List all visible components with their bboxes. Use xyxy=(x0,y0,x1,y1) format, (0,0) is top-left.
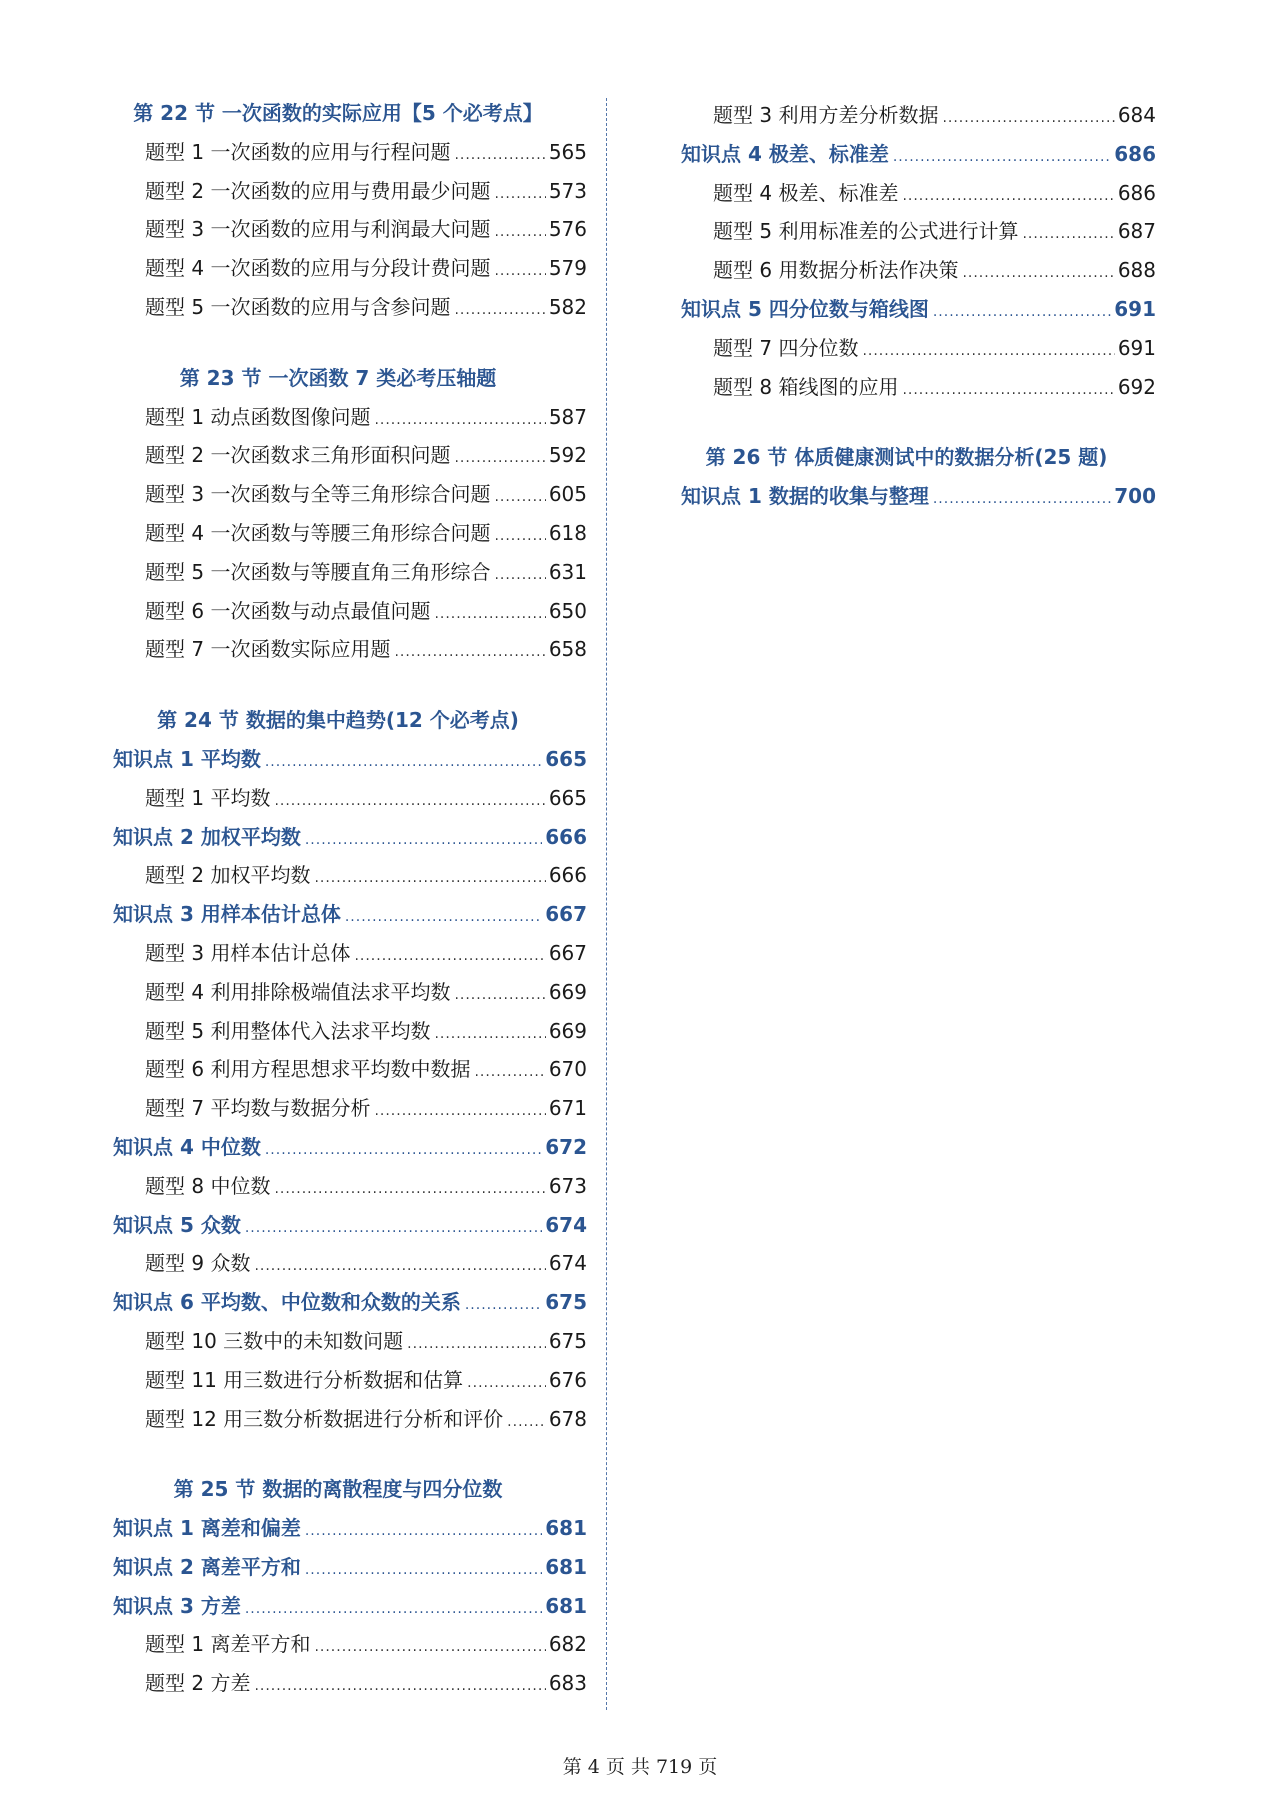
page-number: 692 xyxy=(1117,374,1156,399)
page-number: 674 xyxy=(548,1251,587,1276)
entry-label: 题型 7 平均数与数据分析 xyxy=(145,1096,371,1121)
dot-leader xyxy=(942,99,1114,138)
dot-leader xyxy=(454,136,545,175)
toc-item[interactable] xyxy=(681,212,1156,251)
page-number: 687 xyxy=(1117,219,1156,244)
entry-label: 题型 8 箱线图的应用 xyxy=(713,374,899,399)
page-number: 666 xyxy=(545,824,587,849)
dot-leader xyxy=(394,633,545,672)
dot-leader xyxy=(254,1247,545,1286)
page-number: 582 xyxy=(548,294,587,319)
page-number: 618 xyxy=(548,520,587,545)
section-title xyxy=(113,701,587,740)
entry-label: 第 22 节 一次函数的实际应用【5 个必考点】 xyxy=(133,101,543,125)
section-title xyxy=(113,359,587,398)
entry-label: 题型 3 利用方差分析数据 xyxy=(713,103,939,127)
entry-label: 题型 10 三数中的未知数问题 xyxy=(145,1328,404,1353)
toc-knowledge-point[interactable] xyxy=(113,895,587,934)
toc-item[interactable] xyxy=(113,1089,587,1128)
dot-leader xyxy=(274,1170,545,1209)
entry-label: 知识点 1 离差和偏差 xyxy=(113,1516,301,1541)
dot-leader xyxy=(374,1092,545,1131)
page-number: 684 xyxy=(1117,103,1156,127)
page-number: 576 xyxy=(548,217,587,242)
dot-leader xyxy=(265,1131,542,1170)
entry-label: 题型 1 离差平方和 xyxy=(145,1632,311,1657)
entry-label: 题型 12 用三数分析数据进行分析和评价 xyxy=(145,1406,504,1431)
page-number: 650 xyxy=(548,598,587,623)
entry-label: 题型 9 众数 xyxy=(145,1251,251,1276)
entry-label: 第 25 节 数据的离散程度与四分位数 xyxy=(173,1477,503,1502)
toc-item[interactable] xyxy=(113,288,587,327)
entry-label: 题型 2 一次函数求三角形面积问题 xyxy=(145,443,451,468)
entry-label: 题型 5 利用整体代入法求平均数 xyxy=(145,1018,431,1043)
dot-leader xyxy=(494,556,545,595)
dot-leader xyxy=(354,937,545,976)
toc-knowledge-point[interactable] xyxy=(113,818,587,857)
page-number: 682 xyxy=(548,1632,587,1657)
page-number: 673 xyxy=(548,1173,587,1198)
toc-item[interactable] xyxy=(113,973,587,1012)
page-number: 691 xyxy=(1114,296,1156,321)
toc-item[interactable] xyxy=(113,1012,587,1051)
entry-label: 知识点 1 平均数 xyxy=(113,746,261,771)
toc-knowledge-point[interactable] xyxy=(681,477,1156,516)
entry-label: 题型 4 一次函数的应用与分段计费问题 xyxy=(145,256,491,281)
toc-item[interactable] xyxy=(113,1167,587,1206)
dot-leader xyxy=(494,252,545,291)
page-number: 671 xyxy=(548,1096,587,1121)
dot-leader xyxy=(407,1325,546,1364)
dot-leader xyxy=(902,371,1114,410)
toc-item[interactable] xyxy=(113,1400,587,1439)
entry-label: 知识点 4 极差、标准差 xyxy=(681,141,889,166)
entry-label: 题型 3 一次函数的应用与利润最大问题 xyxy=(145,217,491,242)
dot-leader xyxy=(314,1628,545,1667)
toc-knowledge-point[interactable] xyxy=(681,135,1156,174)
page-number: 667 xyxy=(545,902,587,927)
page-number: 700 xyxy=(1114,484,1156,509)
toc-item[interactable] xyxy=(113,934,587,973)
page-number: 667 xyxy=(548,940,587,965)
page-number: 686 xyxy=(1114,141,1156,166)
toc-item[interactable] xyxy=(113,436,587,475)
toc-item[interactable] xyxy=(681,329,1156,368)
page-number: 631 xyxy=(548,559,587,584)
entry-label: 题型 11 用三数进行分析数据和估算 xyxy=(145,1367,464,1392)
dot-leader xyxy=(465,1286,542,1325)
page-number: 678 xyxy=(548,1406,587,1431)
dot-leader xyxy=(305,1551,542,1590)
section-title xyxy=(113,1470,587,1509)
dot-leader xyxy=(893,138,1111,177)
page-footer: 第 4 页 共 719 页 xyxy=(562,1756,718,1778)
entry-label: 第 24 节 数据的集中趋势(12 个必考点) xyxy=(157,708,519,733)
page-number: 670 xyxy=(548,1057,587,1082)
dot-leader xyxy=(1022,215,1114,254)
page-number: 681 xyxy=(545,1516,587,1541)
entry-label: 题型 1 一次函数的应用与行程问题 xyxy=(145,139,451,164)
page-number: 579 xyxy=(548,256,587,281)
dot-leader xyxy=(434,1015,545,1054)
entry-label: 题型 6 一次函数与动点最值问题 xyxy=(145,598,431,623)
dot-leader xyxy=(305,1512,542,1551)
dot-leader xyxy=(454,976,545,1015)
column-divider xyxy=(606,98,607,1710)
page-number: 587 xyxy=(548,404,587,429)
dot-leader xyxy=(434,595,545,634)
entry-label: 知识点 5 四分位数与箱线图 xyxy=(681,296,929,321)
toc-item[interactable] xyxy=(113,856,587,895)
dot-leader xyxy=(494,213,545,252)
entry-label: 第 23 节 一次函数 7 类必考压轴题 xyxy=(179,365,497,390)
dot-leader xyxy=(314,859,545,898)
page-number: 573 xyxy=(548,178,587,203)
dot-leader xyxy=(494,175,545,214)
entry-label: 题型 7 一次函数实际应用题 xyxy=(145,637,391,662)
toc-item[interactable] xyxy=(113,1050,587,1089)
dot-leader xyxy=(862,332,1114,371)
entry-label: 题型 1 动点函数图像问题 xyxy=(145,404,371,429)
toc-item[interactable] xyxy=(113,249,587,288)
entry-label: 题型 8 中位数 xyxy=(145,1173,271,1198)
page-number: 592 xyxy=(548,443,587,468)
entry-label: 题型 2 加权平均数 xyxy=(145,863,311,888)
section-title xyxy=(681,438,1156,477)
entry-label: 题型 4 极差、标准差 xyxy=(713,180,899,205)
page-number: 675 xyxy=(545,1290,587,1315)
toc-item[interactable] xyxy=(113,475,587,514)
dot-leader xyxy=(933,480,1111,519)
page-number: 666 xyxy=(548,863,587,888)
entry-label: 第 26 节 体质健康测试中的数据分析(25 题) xyxy=(705,445,1108,470)
dot-leader xyxy=(962,254,1114,293)
page-number: 672 xyxy=(545,1134,587,1159)
page-number: 676 xyxy=(548,1367,587,1392)
page-number: 681 xyxy=(545,1554,587,1579)
page-number: 674 xyxy=(545,1212,587,1237)
entry-label: 题型 1 平均数 xyxy=(145,785,271,810)
entry-label: 题型 5 一次函数的应用与含参问题 xyxy=(145,294,451,319)
toc-item[interactable] xyxy=(681,96,1156,135)
dot-leader xyxy=(245,1590,542,1629)
dot-leader xyxy=(494,517,545,556)
dot-leader xyxy=(933,293,1111,332)
toc-item[interactable] xyxy=(681,251,1156,290)
entry-label: 知识点 1 数据的收集与整理 xyxy=(681,484,929,509)
entry-label: 题型 4 利用排除极端值法求平均数 xyxy=(145,979,451,1004)
entry-label: 知识点 2 离差平方和 xyxy=(113,1554,301,1579)
page-number: 688 xyxy=(1117,258,1156,283)
toc-item[interactable] xyxy=(681,368,1156,407)
dot-leader xyxy=(274,782,545,821)
toc-knowledge-point[interactable] xyxy=(113,1283,587,1322)
dot-leader xyxy=(254,1667,545,1706)
page-number: 686 xyxy=(1117,180,1156,205)
toc-item[interactable] xyxy=(113,398,587,437)
dot-leader xyxy=(374,401,545,440)
section-title xyxy=(113,94,587,133)
dot-leader xyxy=(345,898,542,937)
page-number: 681 xyxy=(545,1593,587,1618)
toc-item[interactable] xyxy=(113,1625,587,1664)
page-number: 691 xyxy=(1117,335,1156,360)
entry-label: 知识点 3 用样本估计总体 xyxy=(113,902,341,927)
entry-label: 题型 7 四分位数 xyxy=(713,335,859,360)
toc-item[interactable] xyxy=(113,630,587,669)
toc-item[interactable] xyxy=(113,1244,587,1283)
toc-knowledge-point[interactable] xyxy=(113,1548,587,1587)
entry-label: 知识点 6 平均数、中位数和众数的关系 xyxy=(113,1290,461,1315)
page-number: 605 xyxy=(548,482,587,507)
entry-label: 题型 3 用样本估计总体 xyxy=(145,940,351,965)
toc-left-column xyxy=(113,94,587,1703)
toc-item[interactable] xyxy=(113,1322,587,1361)
entry-label: 题型 5 利用标准差的公式进行计算 xyxy=(713,219,1019,244)
toc-knowledge-point[interactable] xyxy=(113,740,587,779)
toc-knowledge-point[interactable] xyxy=(113,1128,587,1167)
entry-label: 知识点 3 方差 xyxy=(113,1593,241,1618)
dot-leader xyxy=(265,743,542,782)
dot-leader xyxy=(902,177,1114,216)
toc-item[interactable] xyxy=(113,553,587,592)
dot-leader xyxy=(245,1209,542,1248)
toc-knowledge-point[interactable] xyxy=(681,290,1156,329)
page-number: 669 xyxy=(548,1018,587,1043)
page-number: 669 xyxy=(548,979,587,1004)
dot-leader xyxy=(467,1364,546,1403)
dot-leader xyxy=(494,478,545,517)
entry-label: 题型 5 一次函数与等腰直角三角形综合 xyxy=(145,559,491,584)
page-number: 658 xyxy=(548,637,587,662)
entry-label: 题型 2 一次函数的应用与费用最少问题 xyxy=(145,178,491,203)
entry-label: 题型 2 方差 xyxy=(145,1671,251,1696)
toc-item[interactable] xyxy=(113,1664,587,1703)
toc-item[interactable] xyxy=(113,592,587,631)
entry-label: 知识点 2 加权平均数 xyxy=(113,824,301,849)
toc-item[interactable] xyxy=(113,210,587,249)
entry-label: 题型 6 利用方程思想求平均数中数据 xyxy=(145,1057,471,1082)
toc-knowledge-point[interactable] xyxy=(113,1509,587,1548)
page-number: 683 xyxy=(548,1671,587,1696)
entry-label: 题型 4 一次函数与等腰三角形综合问题 xyxy=(145,520,491,545)
toc-item[interactable] xyxy=(113,779,587,818)
entry-label: 知识点 4 中位数 xyxy=(113,1134,261,1159)
toc-item[interactable] xyxy=(681,174,1156,213)
page-number: 675 xyxy=(548,1328,587,1353)
toc-knowledge-point[interactable] xyxy=(113,1206,587,1245)
dot-leader xyxy=(305,821,542,860)
toc-item[interactable] xyxy=(113,514,587,553)
entry-label: 知识点 5 众数 xyxy=(113,1212,241,1237)
dot-leader xyxy=(454,291,545,330)
toc-right-column xyxy=(681,96,1156,516)
toc-item[interactable] xyxy=(113,133,587,172)
toc-item[interactable] xyxy=(113,1361,587,1400)
entry-label: 题型 6 用数据分析法作决策 xyxy=(713,258,959,283)
page-number: 665 xyxy=(545,746,587,771)
page-number: 565 xyxy=(548,139,587,164)
entry-label: 题型 3 一次函数与全等三角形综合问题 xyxy=(145,482,491,507)
toc-item[interactable] xyxy=(113,172,587,211)
page-number: 665 xyxy=(548,785,587,810)
dot-leader xyxy=(454,439,545,478)
dot-leader xyxy=(474,1053,545,1092)
dot-leader xyxy=(507,1403,546,1442)
toc-knowledge-point[interactable] xyxy=(113,1587,587,1626)
